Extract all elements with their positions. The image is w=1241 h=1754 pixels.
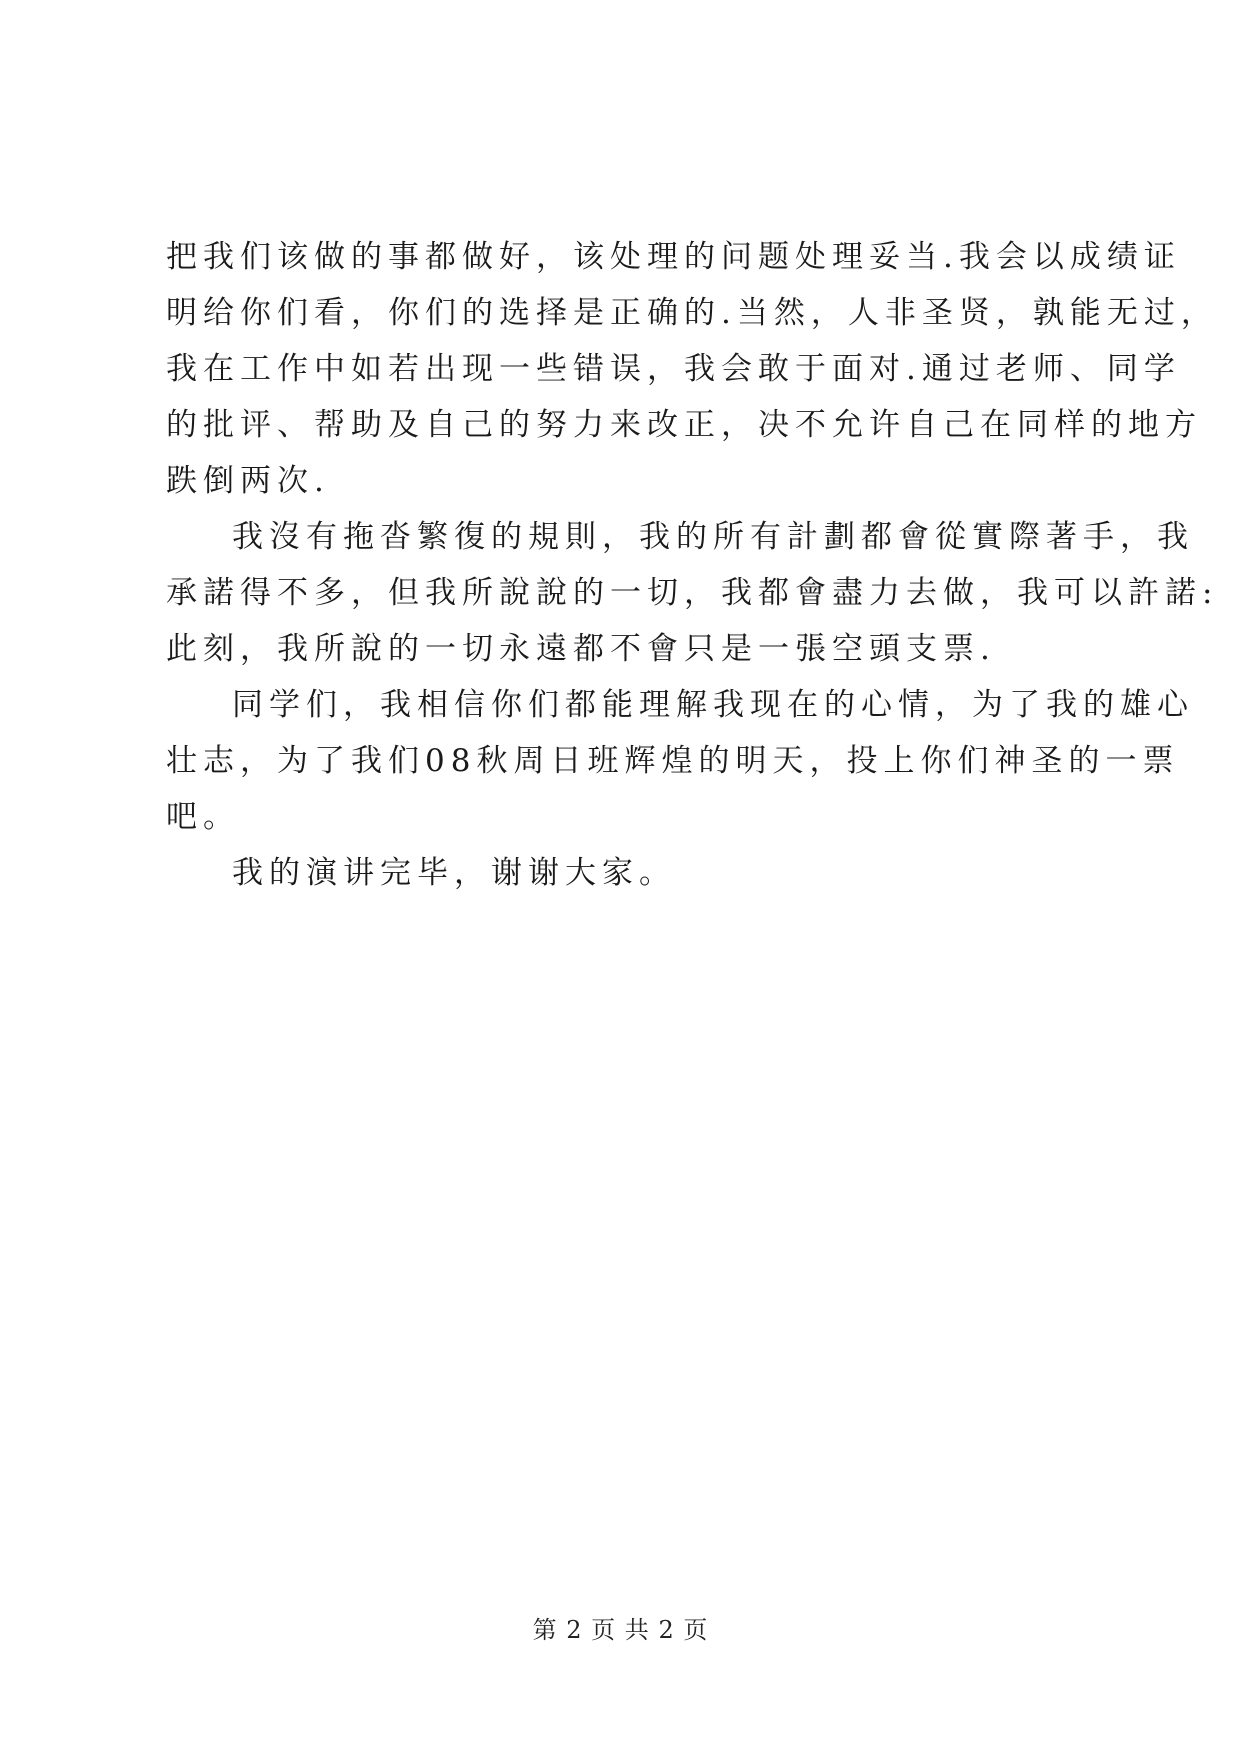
text-line: 吧。: [166, 799, 240, 835]
text-line: 此刻，我所說的一切永遠都不會只是一張空頭支票.: [166, 631, 996, 667]
text-line: 壮志，为了我们08秋周日班辉煌的明天，投上你们神圣的一票: [166, 743, 1180, 779]
text-line: 跌倒两次.: [166, 463, 330, 499]
text-line: 同学们，我相信你们都能理解我现在的心情，为了我的雄心: [232, 687, 1194, 723]
text-line: 把我们该做的事都做好，该处理的问题处理妥当.我会以成绩证: [166, 239, 1181, 275]
text-line: 我沒有拖沓繁復的規則，我的所有計劃都會從實際著手，我: [232, 519, 1194, 555]
text-line: 的批评、帮助及自己的努力来改正，决不允许自己在同样的地方: [166, 407, 1202, 443]
paragraph-1: [166, 229, 1218, 509]
page-number-footer: 第 2 页 共 2 页: [532, 1616, 709, 1644]
paragraph-2: [166, 509, 1219, 677]
paragraph-4: [166, 845, 1086, 901]
text-line: 承諾得不多，但我所說說的一切，我都會盡力去做，我可以許諾:: [166, 575, 1219, 611]
text-line: 我在工作中如若出现一些错误，我会敢于面对.通过老师、同学: [166, 351, 1181, 387]
text-line: 明给你们看，你们的选择是正确的.当然，人非圣贤，孰能无过，: [166, 295, 1218, 331]
text-line: 我的演讲完毕，谢谢大家。: [232, 855, 676, 891]
body-text: [166, 229, 1219, 901]
paragraph-3: [166, 677, 1194, 845]
